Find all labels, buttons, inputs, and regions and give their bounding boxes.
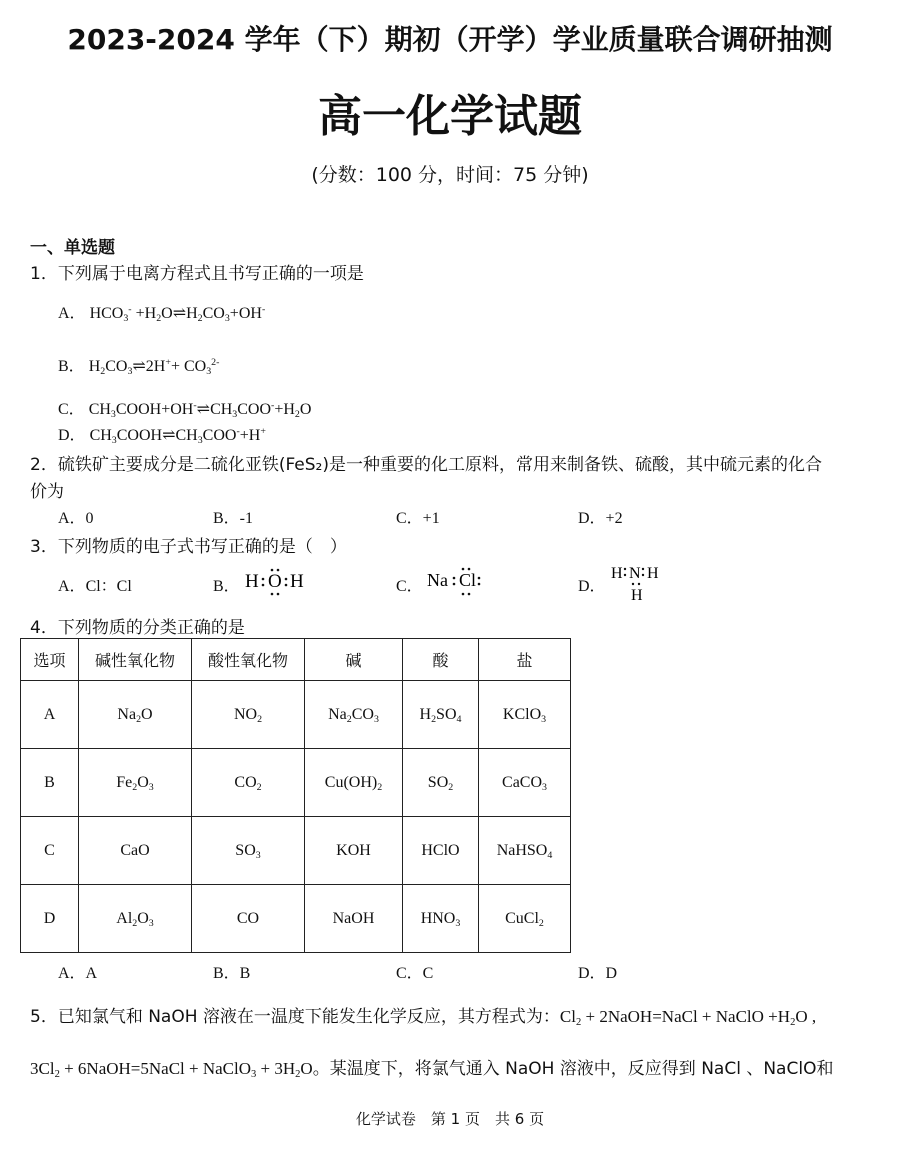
table-cell: $NO_2$ [192, 681, 305, 749]
q2-option-b: B．-1 [213, 510, 254, 527]
table-cell: $CO_2$ [192, 749, 305, 817]
q3-option-b [213, 573, 240, 596]
classification-table [20, 638, 571, 953]
table-cell: $SO_2$ [403, 749, 479, 817]
q5-equation-1: $Cl_2$ + 2NaOH=NaCl + NaClO $+H_2O$ , [559, 1007, 817, 1029]
q1-option-a [58, 300, 265, 323]
q2-option-c: C．+1 [396, 510, 440, 527]
svg-text:H: H [611, 565, 623, 582]
svg-text:H: H [631, 587, 643, 604]
svg-text:Cl: Cl [459, 570, 477, 590]
q4-option-a: A．A [58, 965, 98, 982]
q3-option-d-label: D． [578, 578, 606, 595]
q3-stem: 3．下列物质的电子式书写正确的是（ ） [30, 537, 347, 557]
table-header-cell: 碱性氧化物 [79, 639, 192, 681]
table-cell: $SO_3$ [192, 817, 305, 885]
q4-option-b: B．B [213, 965, 251, 982]
svg-text:N: N [629, 565, 641, 582]
q2-option-d: D．+2 [578, 510, 623, 527]
q1-option-d-equation: $CH_3COOH\rightleftharpoons CH_3COO^-+H^+$ [89, 426, 266, 446]
exam-subject-title: 高一化学试题 [318, 91, 582, 142]
table-cell: CaO [79, 817, 192, 885]
q5-stem-line2 [30, 1054, 833, 1079]
table-row-label: C [21, 817, 79, 885]
table-cell: CuCl$_2$ [479, 885, 571, 953]
q1-option-b-label: B． [58, 358, 85, 375]
q5-stem-line1 [30, 1002, 816, 1027]
table-header-cell: 盐 [479, 639, 571, 681]
table-row-label: D [21, 885, 79, 953]
table-row [21, 749, 571, 817]
svg-text:H: H [647, 565, 659, 582]
svg-text:H: H [290, 571, 304, 592]
table-cell: $HNO_3$ [403, 885, 479, 953]
table-cell: KOH [305, 817, 403, 885]
q4-option-c: C．C [396, 965, 434, 982]
q1-option-c [58, 396, 311, 419]
table-header-cell: 碱 [305, 639, 403, 681]
q3-option-d [578, 573, 606, 596]
table-row [21, 885, 571, 953]
q3-option-c-electron-formula [425, 564, 505, 600]
exam-header-title: 2023-2024 学年（下）期初（开学）学业质量联合调研抽测 [67, 23, 833, 56]
q1-option-c-equation: $CH_3COOH+OH^-\rightleftharpoons CH_3COO^-+H_2O$ [88, 400, 312, 420]
q1-option-b [58, 353, 219, 376]
svg-text:Na: Na [427, 570, 448, 590]
q3-option-a [58, 573, 132, 596]
q5-stem-text: 5．已知氯气和 NaOH 溶液在一温度下能发生化学反应，其方程式为： [30, 1007, 560, 1027]
q1-option-c-label: C． [58, 401, 85, 418]
q1-option-b-equation: $H_2CO_3\rightleftharpoons 2H^++ CO_3^{2-}$ [88, 357, 220, 377]
page-footer: 化学试卷 第 1 页 共 6 页 [355, 1110, 545, 1128]
q2-option-a: A．0 [58, 510, 94, 527]
q1-stem: 1．下列属于电离方程式且书写正确的一项是 [30, 264, 364, 284]
table-header-cell: 酸性氧化物 [192, 639, 305, 681]
table-cell: NaOH [305, 885, 403, 953]
q4-option-d: D．D [578, 965, 618, 982]
table-row [21, 817, 571, 885]
svg-text:H: H [245, 571, 259, 592]
table-cell: $Cu(OH)_2$ [305, 749, 403, 817]
q3-option-b-electron-formula [243, 564, 323, 600]
q3-option-c [396, 573, 423, 596]
table-cell: CO [192, 885, 305, 953]
table-cell: $Al_2O_3$ [79, 885, 192, 953]
table-cell: $Na_2CO_3$ [305, 681, 403, 749]
q5-equation-2: $3Cl_2$ + 6NaOH=5NaCl + NaClO$_3$ + $3H_2O$ [30, 1059, 313, 1081]
section-title: 一、单选题 [30, 238, 115, 258]
q2-stem-line1: 2．硫铁矿主要成分是二硫化亚铁(FeS₂)是一种重要的化工原料，常用来制备铁、硫酸，其中硫元素的化合 [30, 455, 822, 475]
svg-text:O: O [268, 571, 282, 592]
table-cell: KClO$_3$ [479, 681, 571, 749]
table-row [21, 681, 571, 749]
q1-option-a-equation: $HCO_3^-$ $+H_2O\rightleftharpoons H_2CO_3+OH^-$ [89, 304, 266, 324]
q1-option-d-label: D． [58, 427, 86, 444]
q3-option-a-formula: Cl：Cl [85, 578, 132, 595]
q3-option-b-label: B． [213, 578, 240, 595]
q3-option-a-label: A． [58, 578, 86, 595]
table-cell: $Fe_2O_3$ [79, 749, 192, 817]
q1-option-a-label: A． [58, 305, 86, 322]
q3-option-c-label: C． [396, 578, 423, 595]
q2-stem-line2: 价为 [30, 482, 64, 502]
q3-option-d-electron-formula [608, 560, 678, 606]
q4-stem: 4．下列物质的分类正确的是 [30, 618, 245, 638]
score-time-line: (分数：100 分，时间：75 分钟) [311, 164, 589, 186]
q5-stem-text-continued: 。某温度下，将氯气通入 NaOH 溶液中，反应得到 NaCl 、NaClO和 [312, 1059, 834, 1079]
table-cell: $Na_2O$ [79, 681, 192, 749]
table-row-label: B [21, 749, 79, 817]
q1-option-d [58, 422, 266, 445]
table-header-row [21, 639, 571, 681]
table-header-cell: 酸 [403, 639, 479, 681]
table-header-cell: 选项 [21, 639, 79, 681]
table-cell: CaCO$_3$ [479, 749, 571, 817]
table-cell: $H_2SO_4$ [403, 681, 479, 749]
table-cell: HClO [403, 817, 479, 885]
table-cell: NaHSO$_4$ [479, 817, 571, 885]
table-row-label: A [21, 681, 79, 749]
